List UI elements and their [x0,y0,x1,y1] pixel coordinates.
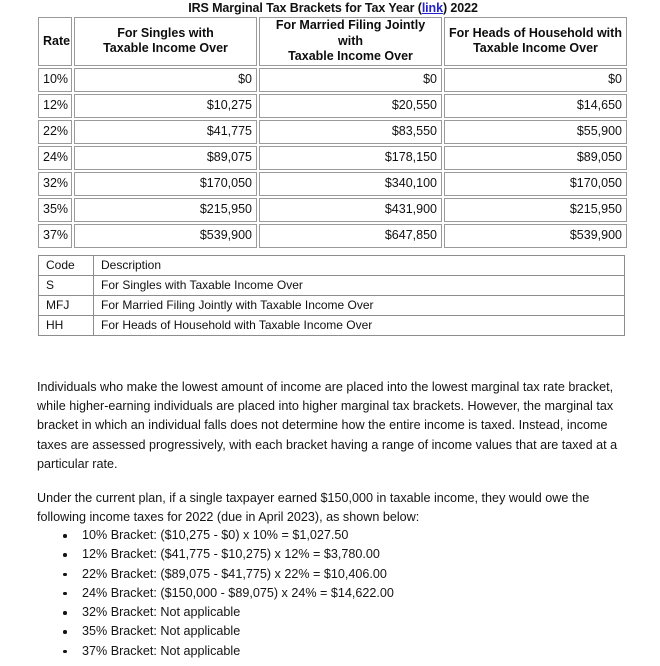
cell-rate: 12% [38,94,72,118]
table-header-row [39,256,625,276]
cell-code: HH [39,316,94,336]
code-legend-table-head [39,256,625,276]
table-row [38,68,627,92]
code-legend-table-body [39,276,625,336]
cell-rate: 37% [38,224,72,248]
list-item: 35% Bracket: Not applicable [82,622,394,641]
column-header-code: Code [39,256,94,276]
cell-rate: 10% [38,68,72,92]
table-row [38,172,627,196]
cell-description: For Heads of Household with Taxable Income Over [94,316,625,336]
list-item: 10% Bracket: ($10,275 - $0) x 10% = $1,027.50 [82,526,394,545]
table-row [38,198,627,222]
list-item: 24% Bracket: ($150,000 - $89,075) x 24% = $14,622.00 [82,584,394,603]
list-item: 22% Bracket: ($89,075 - $41,775) x 22% = $10,406.00 [82,565,394,584]
column-header-married-filing-jointly [259,17,442,66]
header-line: For Singles with [117,25,214,40]
cell-hoh: $539,900 [444,224,627,248]
column-header-description: Description [94,256,625,276]
tax-year-link[interactable]: link [421,1,443,15]
list-item: 37% Bracket: Not applicable [82,642,394,661]
cell-hoh: $215,950 [444,198,627,222]
cell-mfj: $20,550 [259,94,442,118]
cell-single: $215,950 [74,198,257,222]
bracket-calculation-list [56,526,394,661]
cell-single: $170,050 [74,172,257,196]
cell-rate: 32% [38,172,72,196]
tax-bracket-table-head [38,17,627,66]
table-row [38,146,627,170]
header-line: Rate [43,33,71,48]
header-line: Taxable Income Over [103,41,228,56]
header-line: Taxable Income Over [288,49,413,64]
table-row [39,276,625,296]
cell-hoh: $14,650 [444,94,627,118]
cell-description: For Married Filing Jointly with Taxable Income Over [94,296,625,316]
page-title-suffix: ) 2022 [442,1,478,15]
cell-hoh: $89,050 [444,146,627,170]
cell-single: $0 [74,68,257,92]
cell-description: For Singles with Taxable Income Over [94,276,625,296]
header-line: For Heads of Household with [449,25,622,40]
table-row [39,296,625,316]
list-item: 32% Bracket: Not applicable [82,603,394,622]
tax-bracket-table [36,15,629,250]
paragraph-marginal-explanation: Individuals who make the lowest amount of income are placed into the lowest marginal tax rate bracket, while higher-earning individuals are placed into higher marginal tax brackets. However, the marginal tax bracket in which an individual falls does not determine how the entire income is taxed. Instead, income taxes are assessed progressively, with each bracket having a range of income values that are taxed at a particular rate. [37,379,618,472]
table-row [38,94,627,118]
cell-code: MFJ [39,296,94,316]
cell-mfj: $178,150 [259,146,442,170]
paragraph-example-intro: Under the current plan, if a single taxpayer earned $150,000 in taxable income, they would owe the following income taxes for 2022 (due in April 2023), as shown below: [37,490,590,524]
cell-single: $539,900 [74,224,257,248]
cell-hoh: $170,050 [444,172,627,196]
table-row [38,224,627,248]
tax-bracket-table-body [38,68,627,248]
list-item: 12% Bracket: ($41,775 - $10,275) x 12% = $3,780.00 [82,545,394,564]
cell-mfj: $0 [259,68,442,92]
cell-rate: 24% [38,146,72,170]
column-header-heads-of-household [444,17,627,66]
page-title-prefix: IRS Marginal Tax Brackets for Tax Year ( [188,1,422,15]
code-legend-table [38,255,625,336]
cell-mfj: $431,900 [259,198,442,222]
cell-hoh: $0 [444,68,627,92]
table-row [39,316,625,336]
cell-mfj: $83,550 [259,120,442,144]
table-row [38,120,627,144]
cell-mfj: $340,100 [259,172,442,196]
header-line: Taxable Income Over [473,41,598,56]
column-header-singles [74,17,257,66]
column-header-rate [38,17,72,66]
cell-rate: 35% [38,198,72,222]
table-header-row [38,17,627,66]
cell-hoh: $55,900 [444,120,627,144]
header-line: For Married Filing Jointly with [275,18,426,48]
cell-single: $41,775 [74,120,257,144]
cell-code: S [39,276,94,296]
cell-mfj: $647,850 [259,224,442,248]
page-title [36,1,630,15]
cell-rate: 22% [38,120,72,144]
cell-single: $89,075 [74,146,257,170]
cell-single: $10,275 [74,94,257,118]
